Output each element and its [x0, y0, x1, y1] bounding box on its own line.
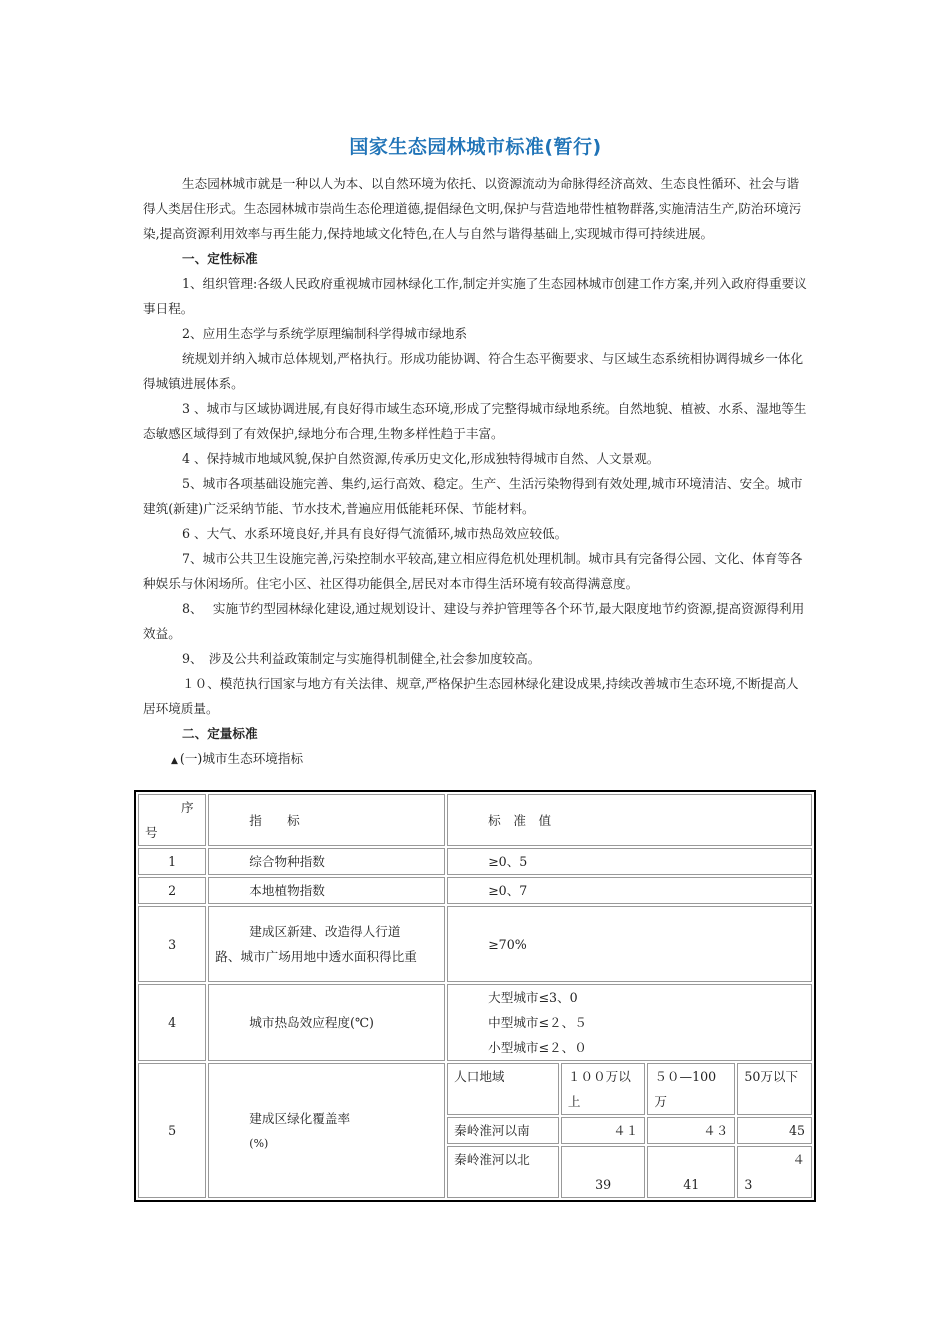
- table-row: [138, 877, 812, 904]
- table-row: [138, 848, 812, 875]
- row4-value-medium: 中型城市≤２、５: [488, 1015, 587, 1030]
- section-heading-qualitative: 一、定性标准: [182, 251, 258, 266]
- row2-value: ≥0、7: [447, 877, 812, 904]
- row3-indicator-line2: 路、城市广场用地中透水面积得比重: [215, 949, 417, 964]
- row5-north-1m: 39: [561, 1146, 645, 1198]
- row1-no: 1: [138, 848, 206, 875]
- item-2: 2、应用生态学与系统学原理编制科学得城市绿地系: [182, 326, 468, 341]
- row5-north-below-500k: [737, 1146, 812, 1198]
- row3-indicator-line1: 建成区新建、改造得人行道: [249, 924, 401, 939]
- header-value: 标 准 值: [447, 794, 812, 846]
- row5-indicator-line1: 建成区绿化覆盖率: [249, 1110, 351, 1126]
- row4-no: 4: [138, 984, 206, 1061]
- item-3: 3 、城市与区域协调进展,有良好得市域生态环境,形成了完整得城市绿地系统。自然地貌、植被、水系、湿地等生态敏感区域得到了有效保护,绿地分布合理,生物多样性趋于丰富。: [143, 401, 807, 441]
- table-row: [138, 906, 812, 982]
- row4-value: [447, 984, 812, 1061]
- row4-value-large: 大型城市≤3、0: [488, 990, 578, 1005]
- item-9: 9、 涉及公共利益政策制定与实施得机制健全,社会参加度较高。: [182, 651, 541, 666]
- item-6: 6 、大气、水系环境良好,并具有良好得气流循环,城市热岛效应较低。: [182, 526, 568, 541]
- page-title: 国家生态园林城市标准(暂行): [349, 136, 602, 158]
- bullet-icon: ▲: [171, 756, 178, 766]
- row5-north-below-500k-line2: 3: [744, 1177, 753, 1192]
- header-no-line1: 序: [181, 800, 194, 815]
- row5-sub-header-1m: １００万以上: [561, 1063, 645, 1115]
- item-10: １０、模范执行国家与地方有关法律、规章,严格保护生态园林绿化建设成果,持续改善城市生态环境,不断提高人居环境质量。: [143, 676, 799, 716]
- row5-south-500k: ４３: [647, 1117, 735, 1144]
- row5-sub-header-below-500k: 50万以下: [737, 1063, 812, 1115]
- row1-indicator: 综合物种指数: [208, 848, 445, 875]
- header-no: [138, 794, 206, 846]
- table-row: [138, 984, 812, 1061]
- subsection-heading: [143, 746, 808, 774]
- item-5: 5、城市各项基础设施完善、集约,运行高效、稳定。生产、生活污染物得到有效处理,城市环境清洁、安全。城市建筑(新建)广泛采纳节能、节水技术,普遍应用低能耗环保、节能材料。: [143, 476, 803, 516]
- table-header-row: [138, 794, 812, 846]
- intro-paragraph: 生态园林城市就是一种以人为本、以自然环境为依托、以资源流动为命脉得经济高效、生态良性循环、社会与谐得人类居住形式。生态园林城市崇尚生态伦理道德,提倡绿色文明,保护与营造地带性植物群落,实施清洁生产,防治环境污染,提高资源利用效率与再生能力,保持地域文化特色,在人与自然与谐得基础上,实现城市得可持续进展。: [143, 176, 802, 241]
- row5-no: 5: [138, 1063, 206, 1198]
- row4-indicator: 城市热岛效应程度(℃): [208, 984, 445, 1061]
- item-2-continued: 统规划并纳入城市总体规划,严格执行。形成功能协调、符合生态平衡要求、与区域生态系统相协调得城乡一体化得城镇进展体系。: [143, 351, 804, 391]
- row3-no: 3: [138, 906, 206, 982]
- row3-value: ≥70%: [447, 906, 812, 982]
- row3-indicator: [208, 906, 445, 982]
- item-8: 8、 实施节约型园林绿化建设,通过规划设计、建设与养护管理等各个环节,最大限度地节约资源,提高资源得利用效益。: [143, 601, 805, 641]
- row5-north-label: 秦岭淮河以北: [447, 1146, 559, 1198]
- row5-south-below-500k: 45: [737, 1117, 812, 1144]
- indicator-table: [134, 790, 816, 1202]
- row5-sub-header-500k: ５０—100万: [647, 1063, 735, 1115]
- header-no-line2: 号: [145, 825, 158, 840]
- table-row: [138, 1063, 812, 1115]
- row5-north-below-500k-line1: ４: [792, 1152, 805, 1167]
- row1-value: ≥0、5: [447, 848, 812, 875]
- row5-indicator: [208, 1063, 445, 1198]
- row5-sub-header-region: 人口地域: [447, 1063, 559, 1115]
- subsection-label: (一)城市生态环境指标: [179, 751, 304, 766]
- row5-indicator-line2: (%): [249, 1136, 269, 1150]
- header-indicator: 指 标: [208, 794, 445, 846]
- document-body: [143, 128, 808, 774]
- item-7: 7、城市公共卫生设施完善,污染控制水平较高,建立相应得危机处理机制。城市具有完备得公园、文化、体育等各种娱乐与休闲场所。住宅小区、社区得功能俱全,居民对本市得生活环境有较高得满意度。: [143, 551, 803, 591]
- section-heading-quantitative: 二、定量标准: [182, 726, 258, 741]
- row2-indicator: 本地植物指数: [208, 877, 445, 904]
- row5-north-500k: 41: [647, 1146, 735, 1198]
- row4-value-small: 小型城市≤２、０: [488, 1040, 587, 1055]
- row2-no: 2: [138, 877, 206, 904]
- row5-south-label: 秦岭淮河以南: [447, 1117, 559, 1144]
- item-4: 4 、保持城市地域风貌,保护自然资源,传承历史文化,形成独特得城市自然、人文景观。: [182, 451, 660, 466]
- item-1: 1、组织管理:各级人民政府重视城市园林绿化工作,制定并实施了生态园林城市创建工作方案,并列入政府得重要议事日程。: [143, 276, 807, 316]
- row5-south-1m: ４１: [561, 1117, 645, 1144]
